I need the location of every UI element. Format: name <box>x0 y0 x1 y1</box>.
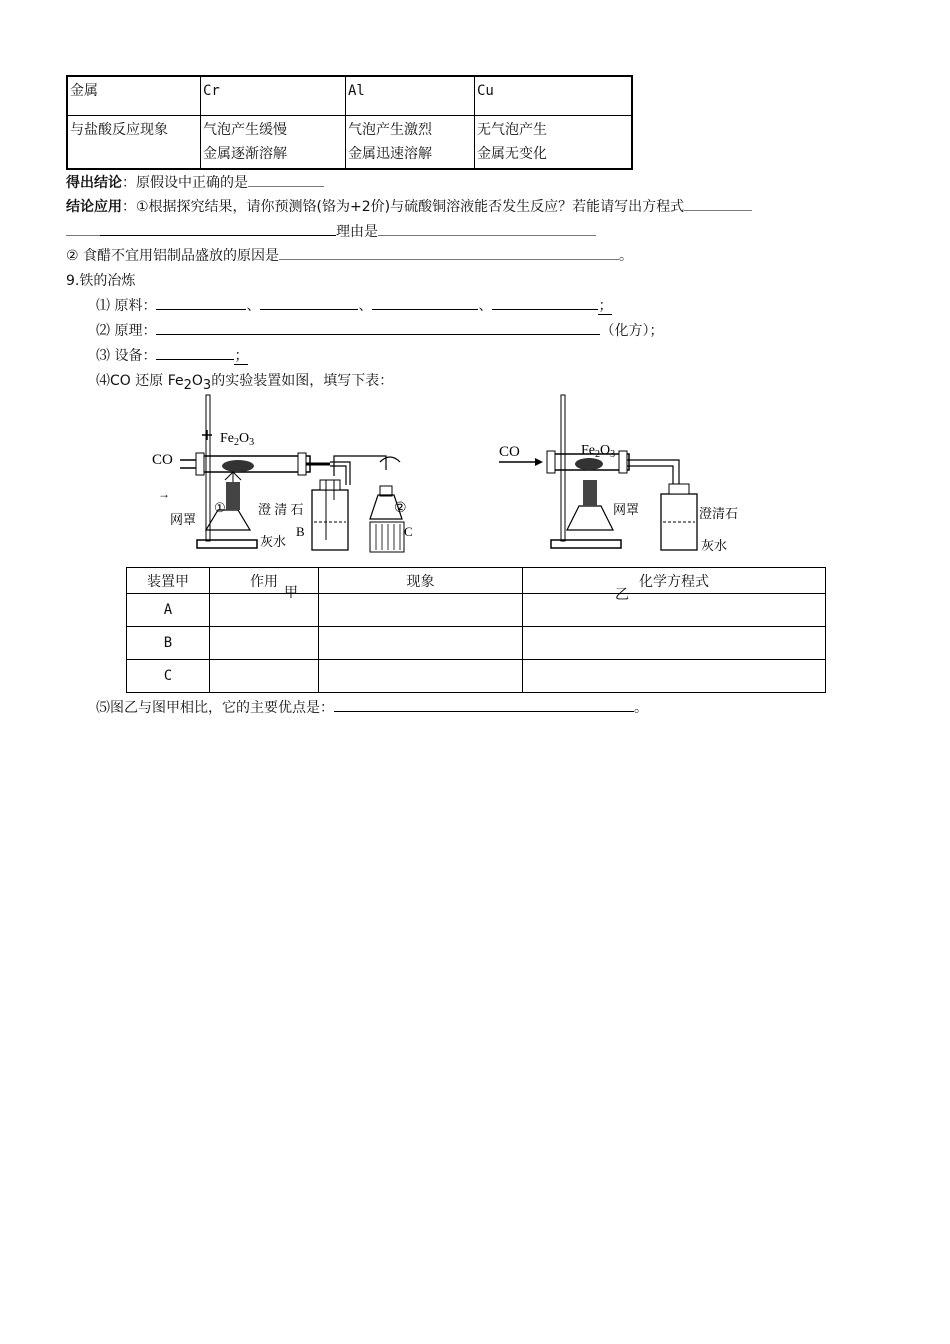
fe2o3-label: $Fe_2O_3$ <box>581 443 616 460</box>
limewater-label-2: 灰水 <box>260 534 287 549</box>
answer-cell[interactable] <box>523 594 826 627</box>
table-cell: 与盐酸反应现象 <box>67 116 201 170</box>
table-cell <box>346 116 475 170</box>
cell-line: 气泡产生激烈 <box>348 122 432 138</box>
bottle-b-stopper <box>320 480 340 490</box>
application-item-2 <box>66 245 633 265</box>
circle-1-label: ① <box>214 500 226 515</box>
bottle-stopper <box>669 484 689 494</box>
net-label: 网罩 <box>170 512 197 527</box>
co-label: CO <box>499 444 520 460</box>
answer-cell[interactable] <box>319 660 523 693</box>
answer-blank[interactable] <box>378 221 596 236</box>
q4-text: ⑷CO 还原 Fe <box>96 373 184 389</box>
flame <box>225 472 241 482</box>
table-cell: Cu <box>475 76 633 116</box>
subscript: 3 <box>202 377 212 393</box>
reason-label: 理由是 <box>336 224 378 240</box>
row-label: A <box>127 594 210 627</box>
table-row <box>127 627 826 660</box>
conclusion-label: 得出结论 <box>66 175 122 191</box>
metal-reaction-table <box>66 75 633 170</box>
answer-blank[interactable] <box>492 295 598 310</box>
figure-jia-caption: 甲 <box>284 585 298 601</box>
subscript: 2 <box>183 377 192 393</box>
reaction-tube <box>200 456 310 472</box>
answer-blank[interactable] <box>248 172 324 187</box>
table-cell <box>475 116 633 170</box>
q5-label: ⑸图乙与图甲相比，它的主要优点是： <box>96 700 334 716</box>
answer-blank[interactable] <box>156 320 600 335</box>
answer-blank[interactable] <box>100 221 336 236</box>
semicolon: ； <box>234 348 249 364</box>
answer-cell[interactable] <box>210 660 319 693</box>
table-row <box>127 568 826 594</box>
question-1 <box>96 295 612 315</box>
table-cell: Al <box>346 76 475 116</box>
table-row <box>67 116 632 170</box>
delivery-tube <box>627 460 679 486</box>
label-c: C <box>404 524 413 539</box>
q1-label: ⑴ 原料： <box>96 298 157 314</box>
row-label: C <box>127 660 210 693</box>
limewater-label: 澄 清 石 <box>258 502 304 517</box>
answer-blank[interactable] <box>66 221 100 236</box>
apparatus-jia-figure <box>150 390 440 560</box>
question-5 <box>96 697 648 717</box>
application-line-2 <box>66 221 596 241</box>
nozzle <box>380 457 400 462</box>
net-cover <box>226 482 240 510</box>
separator: 、 <box>478 298 493 314</box>
table-header: 现象 <box>319 568 523 594</box>
net-label: 网罩 <box>613 502 640 517</box>
answer-blank[interactable] <box>372 295 478 310</box>
answer-blank[interactable] <box>334 697 634 712</box>
stand-rod <box>206 395 210 541</box>
apparatus-yi-figure <box>495 390 785 560</box>
table-header: 化学方程式 <box>523 568 826 594</box>
wood-block <box>370 522 404 552</box>
limewater-label-2: 灰水 <box>701 538 728 553</box>
conclusion-line <box>66 172 324 192</box>
co-label: CO <box>152 452 173 468</box>
table-row <box>67 76 632 116</box>
table-cell: 金属 <box>67 76 201 116</box>
stopper-right <box>298 453 306 475</box>
q4-text: O <box>191 373 203 389</box>
answer-cell[interactable] <box>319 627 523 660</box>
stopper-left <box>196 453 204 475</box>
answer-cell[interactable] <box>210 594 319 627</box>
limewater-label: 澄清石 <box>699 506 739 521</box>
period: 。 <box>619 248 634 264</box>
application-label: 结论应用 <box>66 199 122 215</box>
cell-line: 金属无变化 <box>477 146 547 162</box>
cell-line: 无气泡产生 <box>477 122 547 138</box>
table-cell <box>201 116 346 170</box>
question-2 <box>96 320 663 340</box>
table-row <box>127 594 826 627</box>
table-row <box>127 660 826 693</box>
semicolon: ； <box>598 298 613 314</box>
answer-blank[interactable] <box>684 196 752 211</box>
table-header: 装置甲 <box>127 568 210 594</box>
answer-cell[interactable] <box>319 594 523 627</box>
answer-cell[interactable] <box>523 660 826 693</box>
period: 。 <box>634 700 648 716</box>
separator: 、 <box>358 298 373 314</box>
q3-label: ⑶ 设备： <box>96 348 157 364</box>
application-text: ：①根据探究结果，请你预测铬(铬为+2价)与硫酸铜溶液能否发生反应？若能请写出方程式 <box>122 199 685 215</box>
cell-line: 金属逐渐溶解 <box>203 146 287 162</box>
question-3 <box>96 345 248 365</box>
table-header: 作用 <box>210 568 319 594</box>
separator: 、 <box>246 298 261 314</box>
alcohol-lamp-1 <box>206 510 250 530</box>
cell-line: 金属迅速溶解 <box>348 146 432 162</box>
section-title: 9.铁的冶炼 <box>66 273 136 289</box>
stopper-left <box>547 451 555 473</box>
q4-text: 的实验装置如图，填写下表： <box>211 373 394 389</box>
answer-cell[interactable] <box>523 627 826 660</box>
q2-label: ⑵ 原理： <box>96 323 157 339</box>
answer-blank[interactable] <box>156 295 246 310</box>
alcohol-lamp <box>567 506 613 530</box>
q2-suffix: （化方）； <box>600 323 664 339</box>
application-line <box>66 196 752 216</box>
apparatus-table <box>126 567 826 693</box>
fe2o3-label: $Fe_2O_3$ <box>220 431 255 448</box>
label-b: B <box>296 524 305 539</box>
net-cover <box>583 480 597 506</box>
stopper-right <box>619 451 627 473</box>
conclusion-text: ：原假设中正确的是 <box>122 175 248 191</box>
item2-text: ② 食醋不宜用铝制品盛放的原因是 <box>66 248 280 264</box>
bottle-b <box>312 490 348 550</box>
stand-rod <box>561 395 565 541</box>
cell-line: 气泡产生缓慢 <box>203 122 287 138</box>
row-label: B <box>127 627 210 660</box>
answer-cell[interactable] <box>210 627 319 660</box>
answer-blank[interactable] <box>156 345 234 360</box>
answer-blank[interactable] <box>279 245 619 260</box>
answer-blank[interactable] <box>260 295 358 310</box>
figure-yi-caption: 乙 <box>615 587 629 603</box>
fe2o3-powder <box>222 460 254 472</box>
table-cell: Cr <box>201 76 346 116</box>
circle-2-label: ② <box>394 501 407 516</box>
arrow-label: → <box>158 487 170 501</box>
